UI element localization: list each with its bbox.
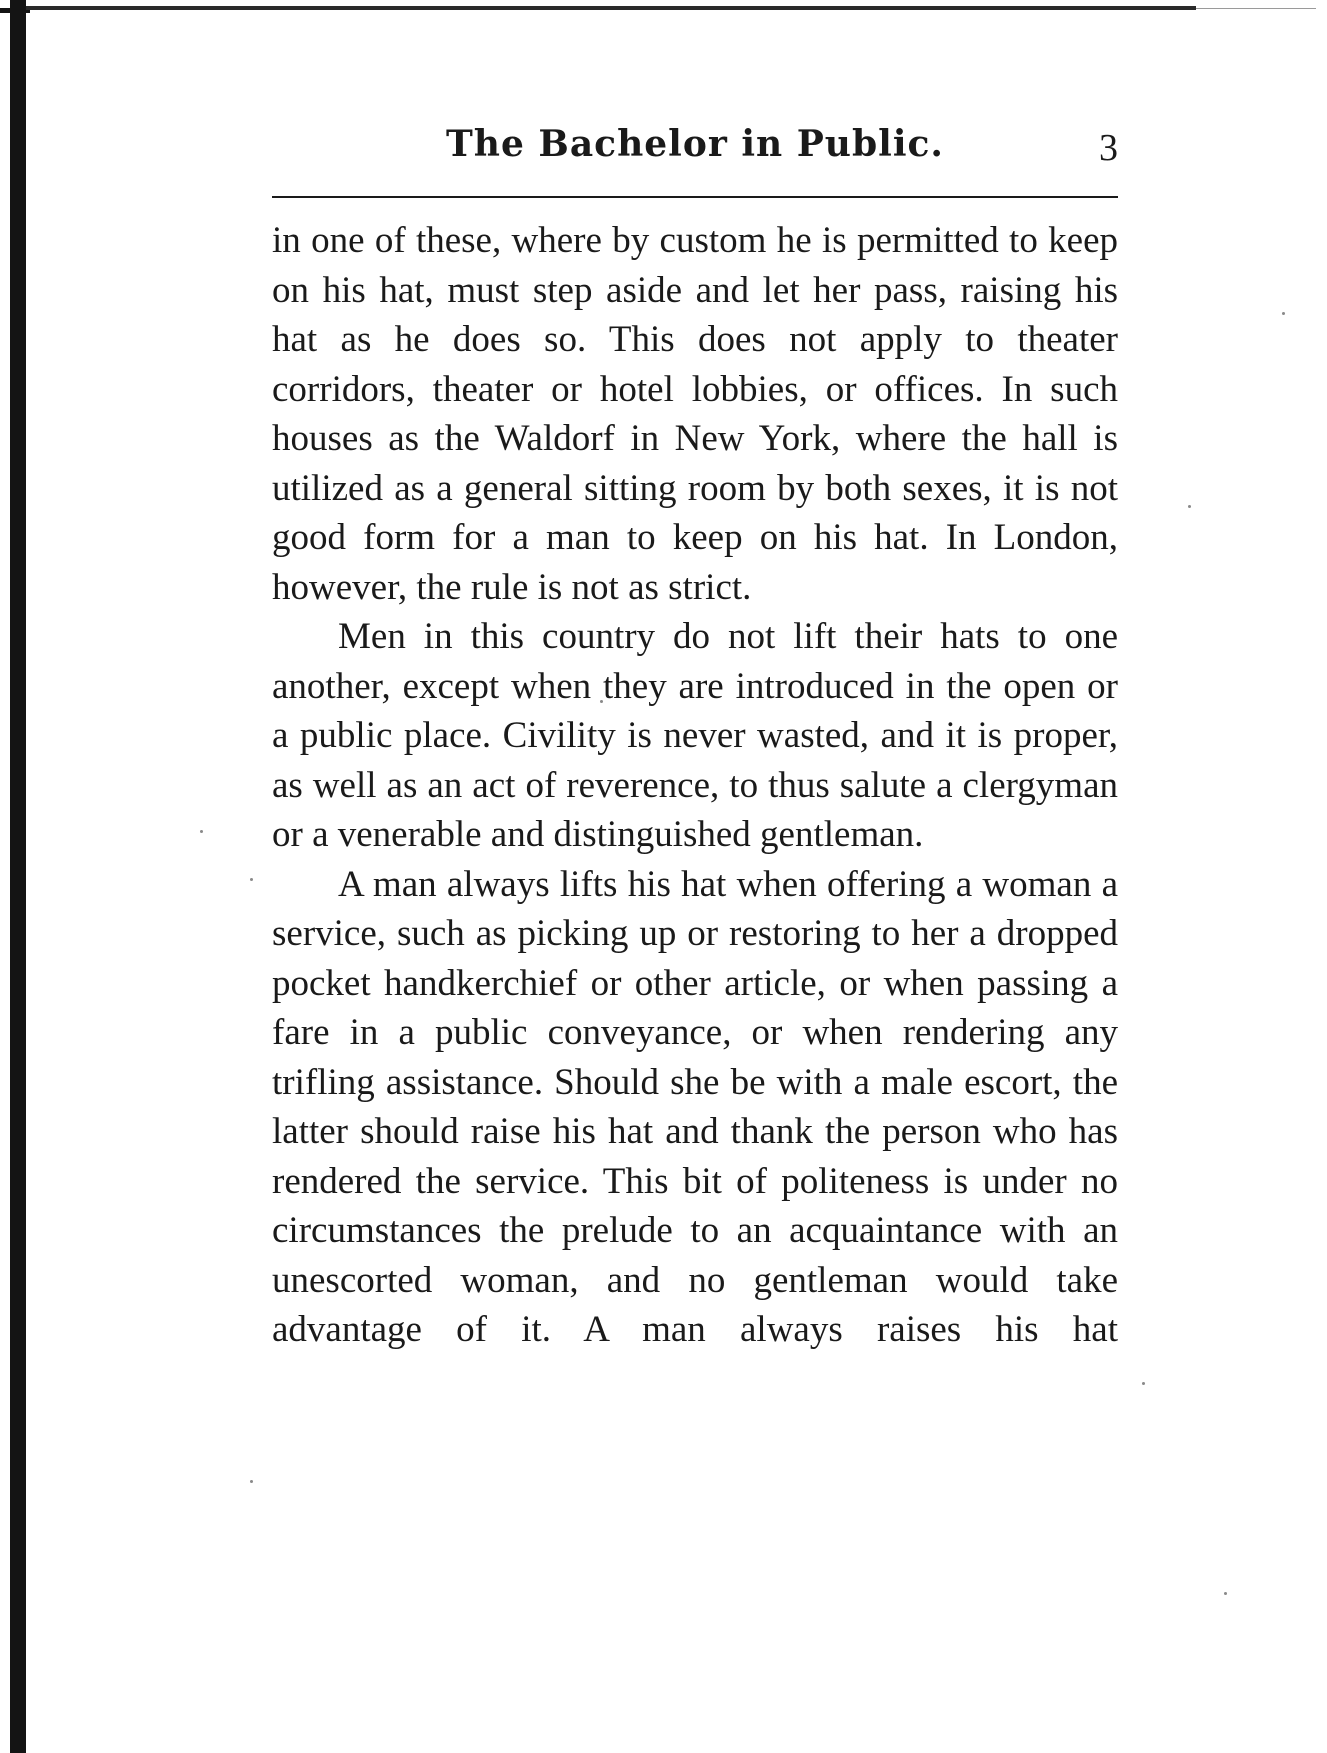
page-number: 3	[1099, 127, 1118, 169]
page-top-edge	[26, 6, 1196, 10]
paragraph: in one of these, where by custom he is permitted to keep on his hat, must step aside and let her pass, raising his hat as he does so. This does not apply to theater corridors, theater or hotel lobbies, or offices. In such houses as the Waldorf in New York, where the hall is utilized as a general sitting room by both sexes, it is not good form for a man to keep on his hat. In London, however, the rule is not as strict.	[272, 220, 1118, 608]
running-head-rule	[272, 196, 1118, 198]
scan-speck	[200, 830, 203, 833]
scan-speck	[1282, 312, 1285, 315]
running-head	[272, 118, 1118, 178]
paragraph: Men in this country do not lift their hats to one another, except when they are introduced in the open or a public place. Civility is never wasted, and it is proper, as well as an act of reverence, to thus salute a clergyman or a venerable and distinguished gentleman.	[272, 616, 1118, 855]
book-page	[272, 118, 1118, 1350]
scan-speck	[1224, 1592, 1227, 1595]
scan-speck	[1188, 505, 1191, 508]
scan-speck	[250, 878, 253, 881]
running-head-title: The Bachelor in Public.	[446, 123, 944, 165]
page-top-edge-faint	[1196, 8, 1316, 9]
scan-speck	[250, 1480, 253, 1483]
page-body	[272, 216, 1118, 1355]
scan-speck	[1142, 1382, 1145, 1385]
paragraph: A man always lifts his hat when offering a woman a service, such as picking up or restoring to her a dropped pocket handkerchief or other article, or when passing a fare in a public conveyance, or when rendering any trifling assistance. Should she be with a male escort, the latter should raise his hat and thank the person who has rendered the service. This bit of politeness is under no circumstances the prelude to an acquaintance with an unescorted woman, and no gentleman would take advantage of it. A man always raises his hat	[272, 863, 1118, 1350]
binding-edge	[10, 0, 26, 1753]
